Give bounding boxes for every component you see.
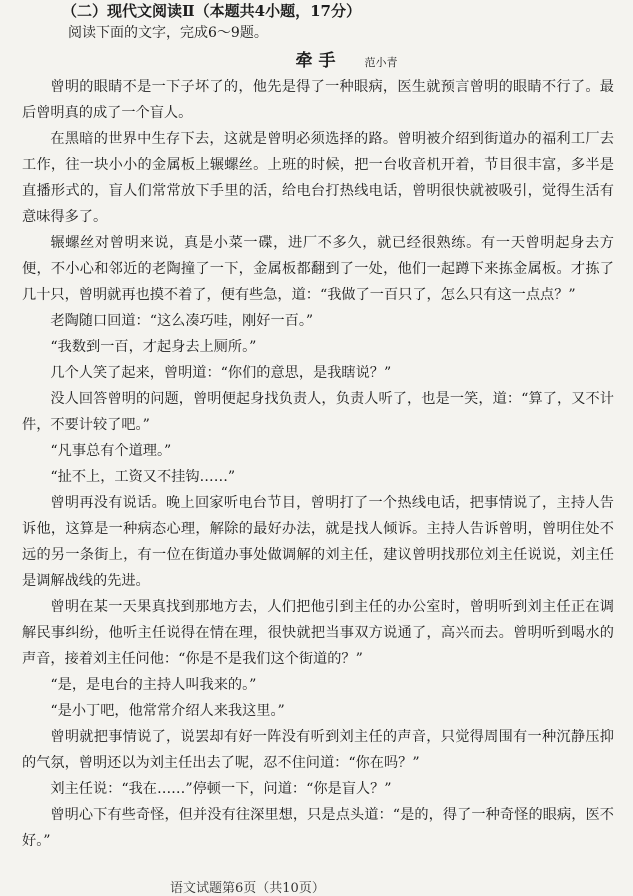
- paragraph: “是小丁吧，他常常介绍人来我这里。”: [50, 703, 285, 719]
- paragraph: 曾明的眼睛不是一下子坏了的，他先是得了一种眼病，医生就预言曾明的眼睛不行了。最后曾明真的成了一个盲人。: [22, 79, 614, 121]
- article-heading: [0, 46, 633, 71]
- paragraph: 在黑暗的世界中生存下去，这就是曾明必须选择的路。曾明被介绍到街道办的福利工厂去工作，往一块小小的金属板上辗螺丝。上班的时候，把一台收音机开着，节目很丰富，多半是直播形式的，盲人们常常放下手里的活，给电台打热线电话，曾明很快就被吸引，觉得生活有意味得多了。: [22, 131, 614, 225]
- paragraph: “凡事总有个道理。”: [50, 443, 172, 459]
- instruction: 阅读下面的文字，完成6～9题。: [68, 25, 268, 41]
- paragraph: 曾明就把事情说了，说罢却有好一阵没有听到刘主任的声音，只觉得周围有一种沉静压抑的气氛，曾明还以为刘主任出去了呢，忍不住问道：“你在吗？”: [22, 729, 614, 771]
- paragraph: 几个人笑了起来，曾明道：“你们的意思，是我瞎说？”: [50, 365, 392, 381]
- article-body: [22, 74, 614, 854]
- paragraph: “扯不上，工资又不挂钩……”: [50, 469, 236, 485]
- paragraph: “是，是电台的主持人叫我来的。”: [50, 677, 257, 693]
- paragraph: 曾明在某一天果真找到那地方去，人们把他引到主任的办公室时，曾明听到刘主任正在调解民事纠纷，他听主任说得在情在理，很快就把当事双方说通了，高兴而去。曾明听到喝水的声音，接着刘主任问他：“你是不是我们这个街道的？”: [22, 599, 614, 667]
- paragraph: 刘主任说：“我在……”停顿一下，问道：“你是盲人？”: [50, 781, 392, 797]
- paragraph: 没人回答曾明的问题，曾明便起身找负责人，负责人听了，也是一笑，道：“算了，又不计件，不要计较了吧。”: [22, 391, 614, 433]
- paragraph: 老陶随口回道：“这么凑巧哇，刚好一百。”: [50, 313, 314, 329]
- paragraph: 曾明心下有些奇怪，但并没有往深里想，只是点头道：“是的，得了一种奇怪的眼病，医不好。”: [22, 807, 614, 849]
- article-title: 牵手: [295, 51, 342, 71]
- paragraph: 辗螺丝对曾明来说，真是小菜一碟，进厂不多久，就已经很熟练。有一天曾明起身去方便，不小心和邻近的老陶撞了一下，金属板都翻到了一处，他们一起蹲下来拣金属板。才拣了几十只，曾明就再也摸不着了，便有些急，道：“我做了一百只了，怎么只有这一点点？”: [22, 235, 614, 303]
- paragraph: “我数到一百，才起身去上厕所。”: [50, 339, 257, 355]
- article-author: 范小青: [364, 56, 398, 69]
- page-footer: 语文试题第6页（共10页）: [170, 881, 325, 896]
- section-title: （二）现代文阅读Ⅱ（本题共4小题，17分）: [62, 2, 361, 20]
- paragraph: 曾明再没有说话。晚上回家听电台节目，曾明打了一个热线电话，把事情说了，主持人告诉他，这算是一种病态心理，解除的最好办法，就是找人倾诉。主持人告诉曾明，曾明住处不远的另一条街上，有一位在街道办事处做调解的刘主任，建议曾明找那位刘主任说说，刘主任是调解战线的先进。: [22, 495, 614, 589]
